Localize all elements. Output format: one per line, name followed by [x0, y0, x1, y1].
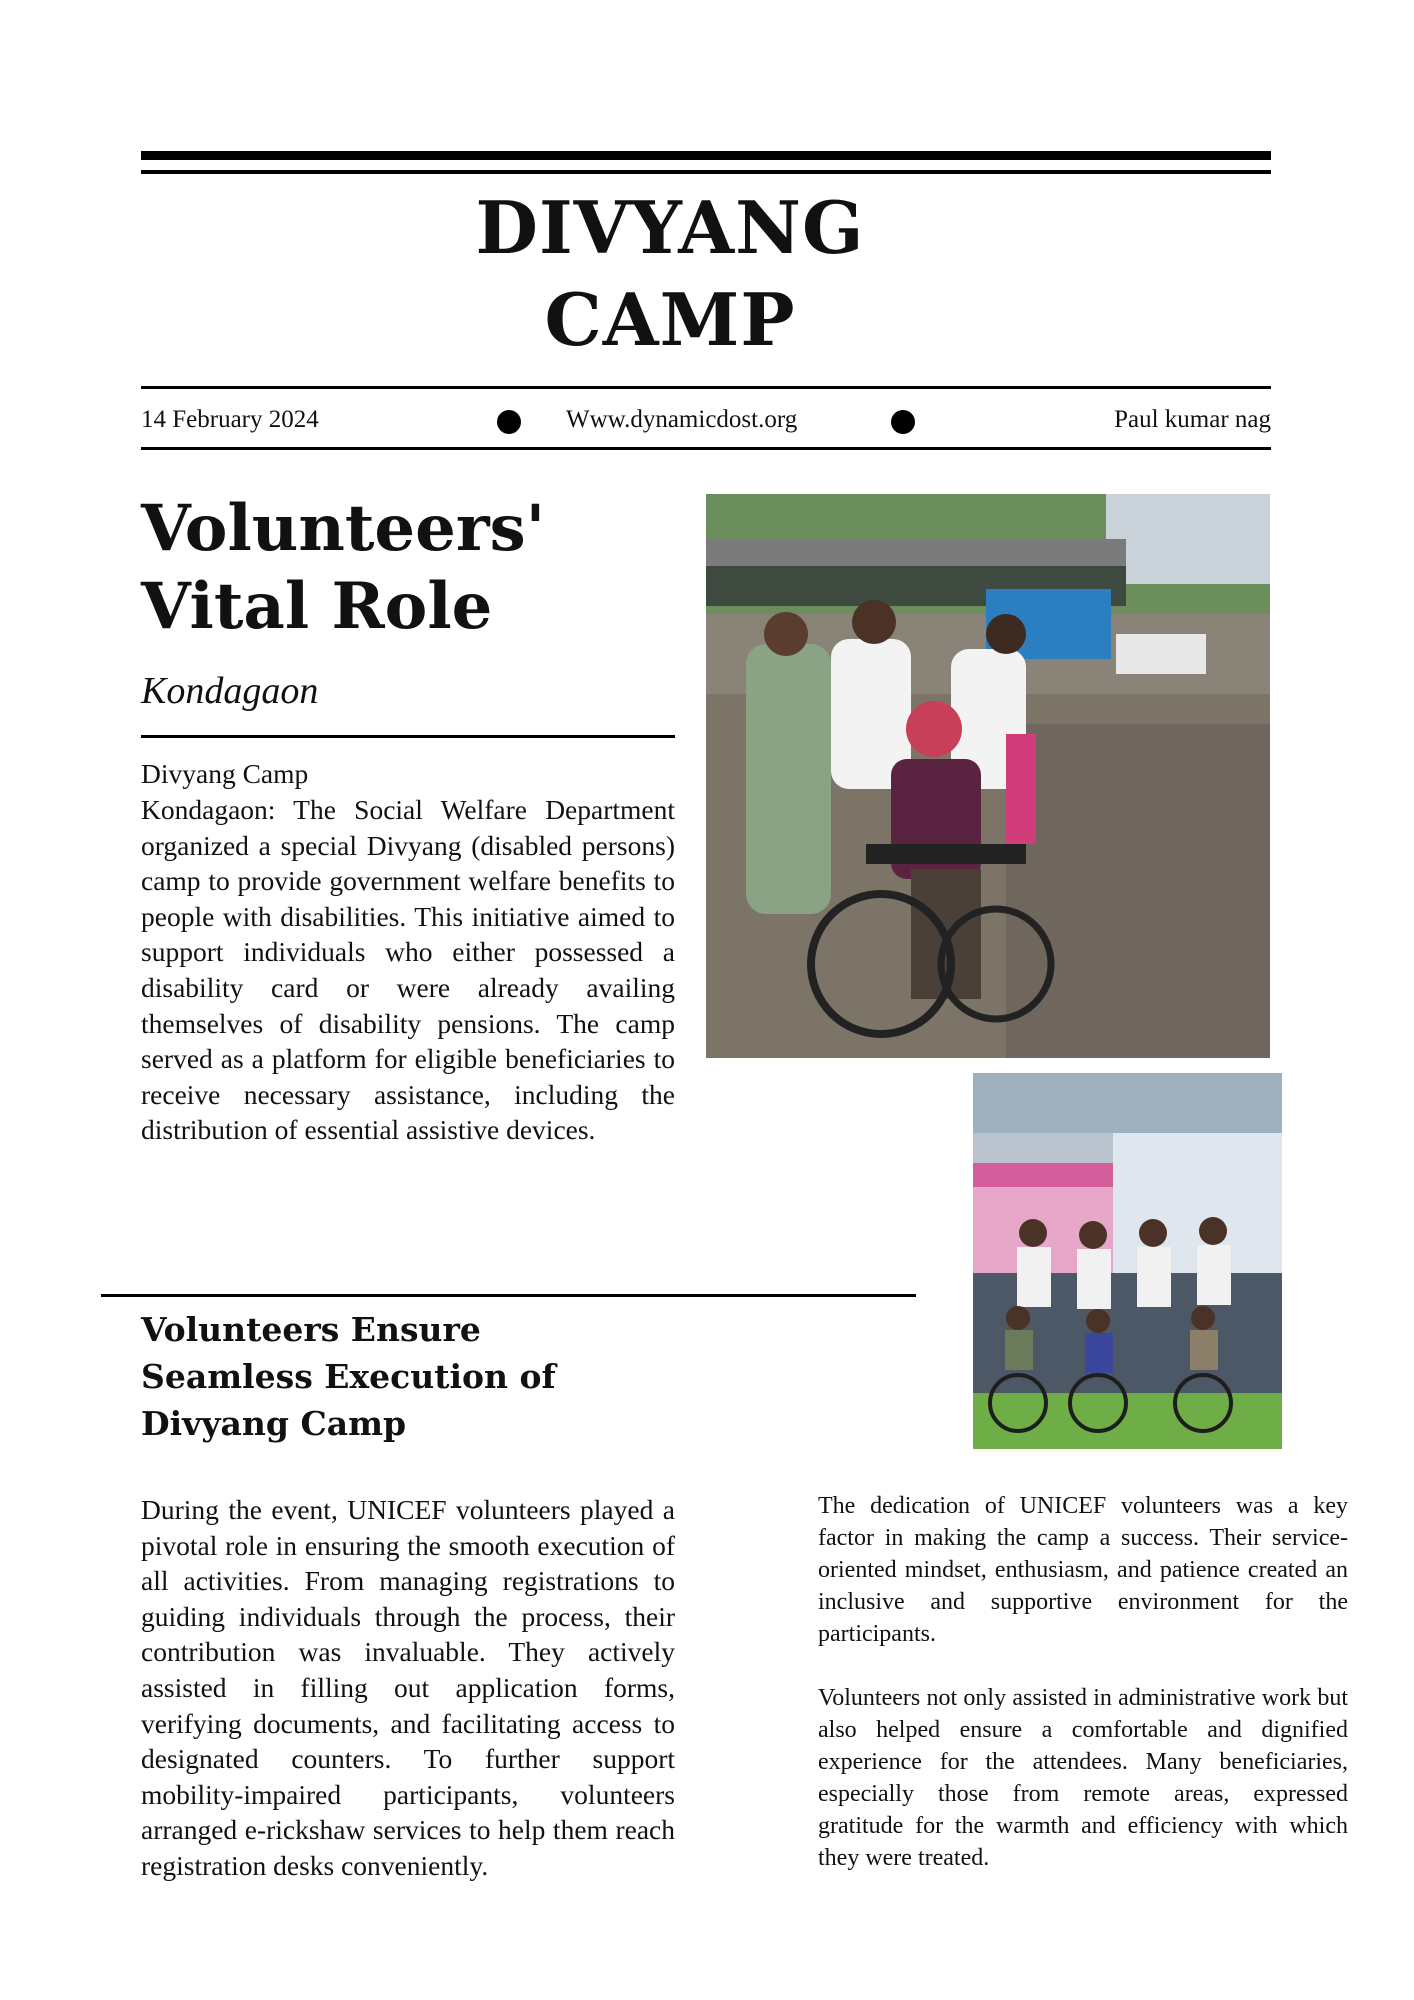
section-divider — [101, 1294, 916, 1297]
author-name: Paul kumar nag — [1114, 406, 1271, 433]
sidebar-paragraph-1: The dedication of UNICEF volunteers was a key factor in making the camp a success. Their service-oriented mindset, enthusiasm, and patience created an inclusive and supportive environment for the participants. — [818, 1493, 1348, 1647]
article-location: Kondagaon — [141, 670, 319, 712]
photo-wheelchair-distribution-image — [973, 1073, 1282, 1449]
photo-wheelchair-distribution — [973, 1073, 1282, 1449]
website-link[interactable]: Www.dynamicdost.org — [566, 406, 798, 433]
publication-date: 14 February 2024 — [141, 406, 319, 433]
meta-bottom-rule — [141, 447, 1271, 450]
separator-dot — [891, 410, 915, 434]
photo-volunteers-wheelchair-image — [706, 494, 1270, 1058]
sidebar-paragraph-2: Volunteers not only assisted in administrative work but also helped ensure a comfortable and dignified experience for the attendees. Many beneficiaries, especially those from remote areas, expressed gratitude for the warmth and efficiency with which they were treated. — [818, 1685, 1348, 1871]
article2-headline: Volunteers Ensure Seamless Execution of Divyang Camp — [141, 1310, 556, 1443]
article-body: Kondagaon: The Social Welfare Department organized a special Divyang (disabled persons) camp to provide government welfare benefits to people with disabilities. This initiative aimed to support individuals who either possessed a disability card or were already availing themselves of disability pensions. The camp served as a platform for eligible beneficiaries to receive necessary assistance, including the distribution of essential assistive devices. — [141, 794, 675, 1146]
article-headline: Volunteers' Vital Role — [141, 491, 546, 644]
headline-divider — [141, 735, 675, 738]
photo-volunteers-wheelchair — [706, 494, 1270, 1058]
masthead-top-rule-thin — [141, 170, 1271, 174]
masthead-top-rule-thick — [141, 151, 1271, 160]
masthead-title: DIVYANG CAMP — [475, 185, 865, 362]
meta-top-rule — [141, 386, 1271, 389]
article-dateline: Divyang Camp — [141, 758, 309, 789]
article2-body: During the event, UNICEF volunteers played a pivotal role in ensuring the smooth execution of all activities. From managing registrations to guiding individuals through the process, their contribution was invaluable. They actively assisted in filling out application forms, verifying documents, and facilitating access to designated counters. To further support mobility-impaired participants, volunteers arranged e-rickshaw services to help them reach registration desks conveniently. — [141, 1494, 675, 1881]
separator-dot — [497, 410, 521, 434]
